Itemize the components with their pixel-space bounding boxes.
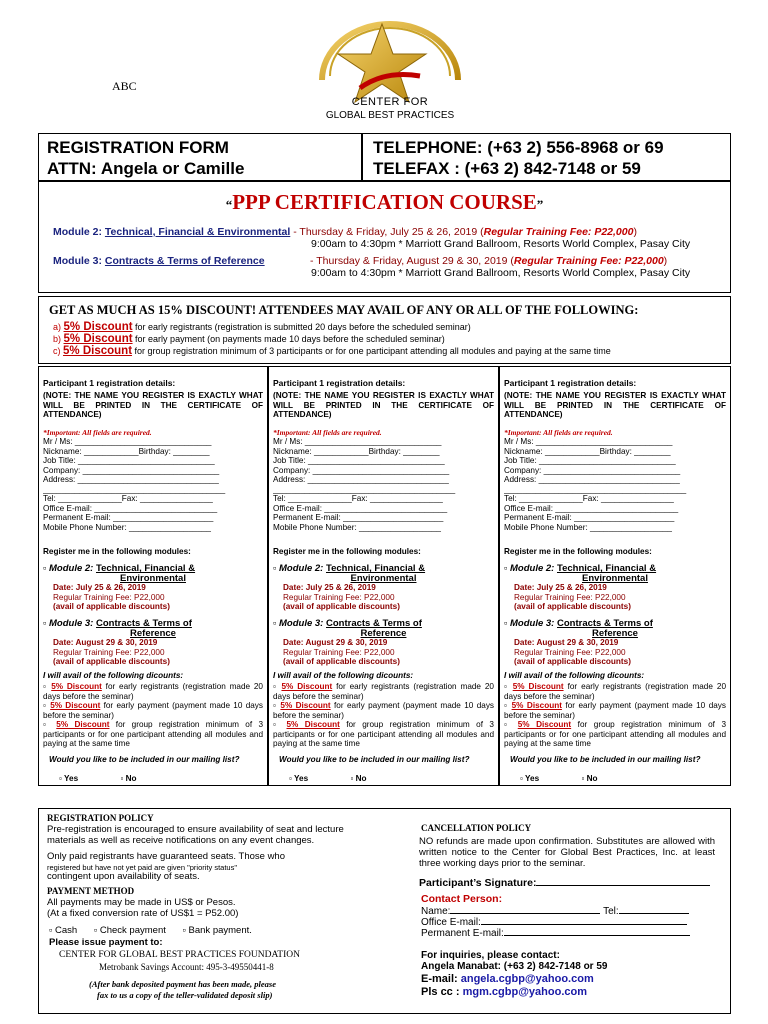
contact-tel-line[interactable] [619, 905, 689, 914]
module-3-option-name: Contracts & Terms of [96, 618, 192, 629]
signature-line[interactable] [536, 876, 710, 886]
module-2-option-label: Module 2: [510, 563, 555, 574]
module-3-option[interactable] [273, 619, 494, 667]
module-2-fee: Regular Training Fee: P22,000 [483, 226, 634, 238]
discount-a-text: for early registrants (registration is submitted 20 days before the scheduled seminar) [132, 322, 471, 332]
discount-option-3[interactable] [504, 720, 726, 749]
checkbox-icon[interactable]: ▫ [273, 563, 277, 574]
discount-option-2-text: for early payment (payment made 10 days before the seminar) [504, 701, 726, 720]
field-company[interactable]: Company: ______________________________ [504, 465, 681, 475]
form-title-box [38, 133, 362, 181]
module-2-option-fee: Regular Training Fee: P22,000 [514, 592, 626, 602]
email-link[interactable]: angela.cgbp@yahoo.com [460, 973, 594, 985]
module-3-option[interactable] [43, 619, 263, 667]
payment-method-title: PAYMENT METHOD [47, 886, 135, 896]
discount-option-2-pct: 5% Discount [280, 701, 331, 710]
module-3-option-fee: Regular Training Fee: P22,000 [283, 647, 395, 657]
module-3-fee-close: ) [663, 255, 668, 267]
field-address[interactable]: Address: _______________________________ [504, 475, 680, 484]
cancellation-policy-text: NO refunds are made upon confirmation. Substitutes are allowed with written notice to the Center for Global Best Practices, Inc. at least three working days prior to the seminar. [419, 836, 715, 869]
module-3-name: Contracts & Terms of Reference [104, 255, 265, 267]
module-2-option-date: Date: July 25 & 26, 2019 [514, 583, 607, 592]
payment-options [49, 925, 252, 936]
module-2-option-name: Technical, Financial & [96, 563, 196, 574]
discount-c-pct: 5% Discount [63, 345, 133, 357]
logo-line1: CENTER FOR [351, 96, 429, 108]
discount-option-2[interactable] [273, 701, 494, 720]
abc-label: ABC [112, 79, 137, 93]
discount-heading: GET AS MUCH AS 15% DISCOUNT! ATTENDEES MAY AVAIL OF ANY OR ALL OF THE FOLLOWING: [49, 303, 639, 317]
participant-column-3 [499, 366, 731, 786]
policy-box [38, 808, 731, 1014]
checkbox-icon[interactable]: ▫ [120, 774, 124, 783]
registration-policy-title: REGISTRATION POLICY [47, 813, 154, 823]
module-3-option-avail: (avail of applicable discounts) [53, 657, 170, 666]
discount-b-text: for early payment (on payments made 10 days before the scheduled seminar) [132, 334, 445, 344]
checkbox-icon[interactable]: ▫ [43, 720, 50, 729]
module-3-option-name: Contracts & Terms of [557, 618, 653, 629]
discount-options [273, 682, 494, 749]
field-name[interactable]: Mr / Ms: ______________________________ [273, 437, 442, 446]
deposit-note-2: fax to us a copy of the teller-validated deposit slip) [97, 990, 273, 1000]
module-3-option-name2: Reference [360, 627, 407, 639]
module-3-option-name: Contracts & Terms of [326, 618, 422, 629]
module-2-option-avail: (avail of applicable discounts) [283, 602, 400, 611]
contact-name-label: Name: [421, 906, 451, 917]
discount-option-2-text: for early payment (payment made 10 days before the seminar) [43, 701, 263, 720]
discount-option-1-pct: 5% Discount [281, 682, 333, 691]
field-office-email[interactable]: Office E-mail: ___________________________ [43, 503, 218, 513]
field-office-email[interactable]: Office E-mail: ___________________________ [504, 503, 679, 513]
participant-fields [504, 437, 726, 532]
contact-office-line[interactable] [481, 916, 687, 925]
module-3-option-avail: (avail of applicable discounts) [283, 657, 400, 666]
mailing-question: Would you like to be included in our mailing list? [510, 755, 701, 764]
field-permanent-email[interactable]: Permanent E-mail: ______________________ [43, 513, 214, 522]
module-2-option-label: Module 2: [49, 563, 94, 574]
discount-option-1[interactable] [504, 682, 726, 701]
check-label: Check payment [99, 925, 166, 936]
participant-column-2 [268, 366, 499, 786]
contact-numbers-box [362, 133, 731, 181]
contact-office-label: Office E-mail: [421, 917, 481, 928]
field-company[interactable]: Company: ______________________________ [273, 465, 450, 475]
module-2-venue: 9:00am to 4:30pm * Marriott Grand Ballroom, Resorts World Complex, Pasay City [311, 238, 691, 250]
module-3-dates-line [310, 255, 667, 267]
course-box [38, 181, 731, 293]
course-title-text: PPP CERTIFICATION COURSE [232, 190, 537, 214]
checkbox-icon[interactable]: ▫ [520, 774, 523, 783]
discount-c-text: for group registration minimum of 3 participants or for one participant attending all modules and paying at the same time [132, 346, 611, 356]
module-3-option-label: Module 3: [510, 618, 555, 629]
module-3-option[interactable] [504, 619, 726, 667]
module-3-option-avail: (avail of applicable discounts) [514, 657, 631, 666]
field-permanent-email[interactable]: Permanent E-mail: ______________________ [273, 513, 444, 522]
register-heading: Register me in the following modules: [273, 547, 421, 556]
no-label: No [355, 774, 367, 783]
telefax-line: TELEFAX : (+63 2) 842-7148 or 59 [373, 159, 641, 178]
course-title [39, 190, 730, 215]
discount-option-3-pct: 5% Discount [286, 720, 340, 729]
foundation-name: CENTER FOR GLOBAL BEST PRACTICES FOUNDATION [59, 950, 300, 960]
mailing-question: Would you like to be included in our mailing list? [279, 755, 470, 764]
module-3-option-name2: Reference [130, 627, 176, 639]
telephone-line: TELEPHONE: (+63 2) 556-8968 or 69 [373, 138, 664, 157]
checkbox-icon[interactable]: ▫ [182, 925, 186, 936]
field-mobile[interactable]: Mobile Phone Number: __________________ [504, 522, 672, 532]
participant-heading: Participant 1 registration details: [43, 378, 176, 388]
checkbox-icon[interactable]: ▫ [504, 682, 509, 691]
contact-tel-label: Tel: [603, 906, 619, 917]
bank-account: Metrobank Savings Account: 495-3-49550441-8 [99, 962, 274, 972]
discount-b-letter: b) [53, 334, 62, 344]
checkbox-icon[interactable]: ▫ [273, 618, 277, 629]
email-label: E-mail: [421, 973, 458, 985]
mailing-options [59, 774, 263, 784]
checkbox-icon[interactable]: ▫ [504, 563, 508, 574]
cgbp-logo [300, 10, 480, 128]
discount-c-letter: c) [53, 346, 61, 356]
field-tel-fax[interactable]: Tel: ______________Fax: ________________ [273, 494, 443, 503]
module-3-option-label: Module 3: [49, 618, 94, 629]
discount-option-1-text: for early registrants (registration made 20 days before the seminar) [504, 682, 726, 701]
module-3-dates: - Thursday & Friday, August 29 & 30, 2019 ( [310, 255, 514, 267]
module-2-option-name2: Environmental [582, 572, 648, 584]
discount-option-2[interactable] [504, 701, 726, 720]
module-2-option[interactable] [504, 564, 726, 612]
discount-a-letter: a) [53, 322, 62, 332]
bank-option[interactable] [183, 925, 252, 936]
checkbox-icon[interactable]: ▫ [273, 701, 278, 710]
email-line [421, 973, 594, 985]
bank-label: Bank payment. [188, 925, 252, 936]
checkbox-icon[interactable]: ▫ [350, 774, 354, 783]
discount-option-1-pct: 5% Discount [512, 682, 564, 691]
field-name[interactable]: Mr / Ms: ______________________________ [504, 437, 673, 446]
payment-currency: All payments may be made in US$ or Pesos. [47, 897, 236, 908]
no-label: No [586, 774, 598, 783]
priority-status-text: registered but have not yet paid are given "priority status" [47, 863, 238, 872]
cash-label: Cash [55, 925, 78, 936]
contingent-text: contingent upon availability of seats. [47, 871, 200, 882]
module-2-option-name2: Environmental [120, 572, 186, 584]
contact-perm-email-field[interactable] [421, 927, 690, 939]
field-nickname-birthday[interactable]: Nickname: ____________Birthday: ________ [504, 446, 671, 456]
field-address-2[interactable]: ________________________________________ [504, 484, 687, 494]
field-name[interactable]: Mr / Ms: ______________________________ [43, 437, 212, 446]
module-2-dates: - Thursday & Friday, July 25 & 26, 2019 ( [290, 226, 484, 238]
discount-option-3-text: for group registration minimum of 3 participants or for one participant attending all modules and paying at the same time [504, 720, 726, 748]
checkbox-icon[interactable]: ▫ [43, 618, 47, 629]
checkbox-icon[interactable]: ▫ [273, 682, 278, 691]
discount-option-2-text: for early payment (payment made 10 days before the seminar) [273, 701, 495, 720]
yes-label: Yes [64, 774, 79, 783]
field-office-email[interactable]: Office E-mail: ___________________________ [273, 503, 448, 513]
module-2-option-fee: Regular Training Fee: P22,000 [53, 592, 165, 602]
contact-person-title: Contact Person: [421, 893, 503, 905]
form-title: REGISTRATION FORM [47, 138, 229, 157]
discount-option-1-text: for early registrants (registration made 20 days before the seminar) [43, 682, 263, 701]
yes-option[interactable] [59, 774, 78, 783]
signature-label: Participant’s Signature: [419, 877, 537, 889]
discount-option-3-text: for group registration minimum of 3 participants or for one participant attending all modules and paying at the same time [273, 720, 494, 748]
discount-options [43, 682, 263, 749]
required-note: *Important: All fields are required. [504, 428, 613, 437]
module-2-option-avail: (avail of applicable discounts) [53, 602, 170, 611]
participant-fields [43, 437, 263, 532]
participant-note: (NOTE: THE NAME YOU REGISTER IS EXACTLY WHAT WILL BE PRINTED IN THE CERTIFICATE OF ATTENDANCE) [43, 391, 263, 419]
module-3-option-date: Date: August 29 & 30, 2019 [283, 638, 388, 647]
deposit-note-1: (After bank deposited payment has been made, please [89, 979, 276, 989]
mailing-question: Would you like to be included in our mailing list? [49, 755, 240, 764]
quote-close: ” [536, 197, 544, 212]
register-heading: Register me in the following modules: [504, 547, 652, 556]
issue-payment-to: Please issue payment to: [49, 937, 163, 948]
registration-policy-text: Pre-registration is encouraged to ensure availability of seat and lecture materials as well as receive notifications on any event changes. [47, 824, 344, 846]
checkbox-icon[interactable]: ▫ [504, 618, 508, 629]
checkbox-icon[interactable]: ▫ [504, 720, 512, 729]
module-3-option-date: Date: August 29 & 30, 2019 [514, 638, 619, 647]
field-address-2[interactable]: ________________________________________ [273, 484, 456, 494]
discount-option-3[interactable] [43, 720, 263, 749]
no-option[interactable] [581, 774, 597, 783]
yes-label: Yes [294, 774, 309, 783]
field-address-2[interactable]: ________________________________________ [43, 484, 226, 494]
discount-option-3-pct: 5% Discount [517, 720, 572, 729]
module-3-line [53, 255, 265, 267]
field-tel-fax[interactable]: Tel: ______________Fax: ________________ [504, 494, 674, 503]
module-3-option-name2: Reference [592, 627, 638, 639]
module-2-option-name: Technical, Financial & [557, 563, 657, 574]
module-3-option-fee: Regular Training Fee: P22,000 [53, 647, 165, 657]
checkbox-icon[interactable]: ▫ [581, 774, 585, 783]
module-2-fee-close: ) [633, 226, 637, 238]
checkbox-icon[interactable]: ▫ [504, 701, 509, 710]
field-company[interactable]: Company: ______________________________ [43, 465, 220, 475]
module-2-option-name: Technical, Financial & [326, 563, 426, 574]
module-3-option-label: Module 3: [279, 618, 324, 629]
no-option[interactable] [350, 774, 366, 783]
field-tel-fax[interactable]: Tel: ______________Fax: ________________ [43, 494, 213, 503]
participant-column-1 [38, 366, 268, 786]
quote-open: “ [225, 197, 233, 212]
discount-option-1-text: for early registrants (registration made 20 days before the seminar) [273, 682, 494, 701]
checkbox-icon[interactable]: ▫ [43, 682, 48, 691]
payment-conversion: (At a fixed conversion rate of US$1 = P52.00) [47, 908, 239, 919]
module-2-option-avail: (avail of applicable discounts) [514, 602, 631, 611]
participant-heading: Participant 1 registration details: [504, 378, 637, 388]
participant-note: (NOTE: THE NAME YOU REGISTER IS EXACTLY WHAT WILL BE PRINTED IN THE CERTIFICATE OF ATTENDANCE) [504, 391, 726, 419]
inquiries-person: Angela Manabat: (+63 2) 842-7148 or 59 [421, 961, 608, 972]
field-mobile[interactable]: Mobile Phone Number: __________________ [273, 522, 441, 532]
module-3-label: Module 3: [53, 255, 102, 267]
module-2-option-name2: Environmental [350, 572, 417, 584]
participant-heading: Participant 1 registration details: [273, 378, 406, 388]
discount-option-3-pct: 5% Discount [56, 720, 110, 729]
checkbox-icon[interactable]: ▫ [49, 925, 53, 936]
module-3-venue: 9:00am to 4:30pm * Marriott Grand Ballroom, Resorts World Complex, Pasay City [311, 267, 691, 279]
discount-c [53, 345, 611, 357]
field-address[interactable]: Address: _______________________________ [273, 475, 449, 484]
discount-options [504, 682, 726, 749]
discount-option-3[interactable] [273, 720, 494, 749]
checkbox-icon[interactable]: ▫ [59, 774, 62, 783]
module-3-option-date: Date: August 29 & 30, 2019 [53, 638, 158, 647]
cc-label: Pls cc : [421, 986, 460, 998]
contact-name-line[interactable] [450, 905, 600, 914]
yes-option[interactable] [520, 774, 539, 783]
cash-option[interactable] [49, 925, 77, 936]
field-job-title[interactable]: Job Title: ______________________________ [504, 456, 676, 465]
check-option[interactable] [94, 925, 166, 936]
module-2-option[interactable] [273, 564, 494, 612]
avail-heading: I will avail of the following dicounts: [43, 671, 184, 680]
discount-a [53, 321, 471, 333]
discount-option-2-pct: 5% Discount [50, 701, 101, 710]
yes-option[interactable] [289, 774, 308, 783]
discount-option-1-pct: 5% Discount [51, 682, 102, 691]
checkbox-icon[interactable]: ▫ [93, 925, 98, 936]
no-option[interactable] [120, 774, 136, 783]
field-address[interactable]: Address: _______________________________ [43, 475, 219, 484]
no-label: No [125, 774, 137, 783]
module-2-option-date: Date: July 25 & 26, 2019 [53, 583, 146, 592]
mailing-options [520, 774, 726, 784]
discount-b [53, 333, 445, 345]
participant-note: (NOTE: THE NAME YOU REGISTER IS EXACTLY WHAT WILL BE PRINTED IN THE CERTIFICATE OF ATTENDANCE) [273, 391, 494, 419]
required-note: *Important: All fields are required. [43, 428, 152, 437]
avail-heading: I will avail of the following dicounts: [273, 671, 414, 680]
field-nickname-birthday[interactable]: Nickname: ____________Birthday: ________ [273, 446, 440, 456]
participant-fields [273, 437, 494, 532]
discount-box [38, 296, 731, 364]
discount-option-2-pct: 5% Discount [511, 701, 562, 710]
module-2-option-label: Module 2: [279, 563, 324, 574]
field-mobile[interactable]: Mobile Phone Number: __________________ [43, 522, 211, 532]
module-3-option-fee: Regular Training Fee: P22,000 [514, 647, 626, 657]
checkbox-icon[interactable]: ▫ [43, 563, 47, 574]
checkbox-icon[interactable]: ▫ [289, 774, 292, 783]
field-job-title[interactable]: Job Title: ______________________________ [273, 456, 445, 465]
contact-perm-line[interactable] [504, 927, 690, 936]
signature-field[interactable] [419, 876, 710, 889]
checkbox-icon[interactable]: ▫ [43, 701, 47, 710]
discount-a-pct: 5% Discount [63, 321, 133, 333]
avail-heading: I will avail of the following dicounts: [504, 671, 645, 680]
field-job-title[interactable]: Job Title: ______________________________ [43, 456, 215, 465]
cancellation-policy-title: CANCELLATION POLICY [421, 823, 532, 833]
contact-perm-label: Permanent E-mail: [421, 928, 504, 939]
discount-option-1[interactable] [43, 682, 263, 701]
discount-option-1[interactable] [273, 682, 494, 701]
module-2-option-fee: Regular Training Fee: P22,000 [283, 592, 395, 602]
cc-line [421, 986, 587, 998]
discount-option-2[interactable] [43, 701, 263, 720]
field-nickname-birthday[interactable]: Nickname: ____________Birthday: ________ [43, 446, 210, 456]
paid-registrants-text: Only paid registrants have guaranteed seats. Those who [47, 851, 285, 862]
module-2-label: Module 2: [53, 226, 102, 238]
discount-option-3-text: for group registration minimum of 3 participants or for one participant attending all modules and paying at the same time [43, 720, 263, 748]
module-2-name: Technical, Financial & Environmental [104, 226, 291, 238]
field-permanent-email[interactable]: Permanent E-mail: ______________________ [504, 513, 675, 522]
mailing-options [289, 774, 494, 784]
required-note: *Important: All fields are required. [273, 428, 382, 437]
module-2-line [53, 226, 637, 238]
yes-label: Yes [525, 774, 540, 783]
module-2-option[interactable] [43, 564, 263, 612]
cc-link[interactable]: mgm.cgbp@yahoo.com [462, 986, 587, 998]
logo-line2: GLOBAL BEST PRACTICES [325, 110, 455, 121]
checkbox-icon[interactable]: ▫ [273, 720, 281, 729]
module-3-fee: Regular Training Fee: P22,000 [513, 255, 664, 267]
register-heading: Register me in the following modules: [43, 547, 191, 556]
attn-line: ATTN: Angela or Camille [47, 159, 245, 178]
module-2-option-date: Date: July 25 & 26, 2019 [283, 583, 376, 592]
discount-b-pct: 5% Discount [63, 333, 133, 345]
inquiries-heading: For inquiries, please contact: [421, 950, 560, 961]
